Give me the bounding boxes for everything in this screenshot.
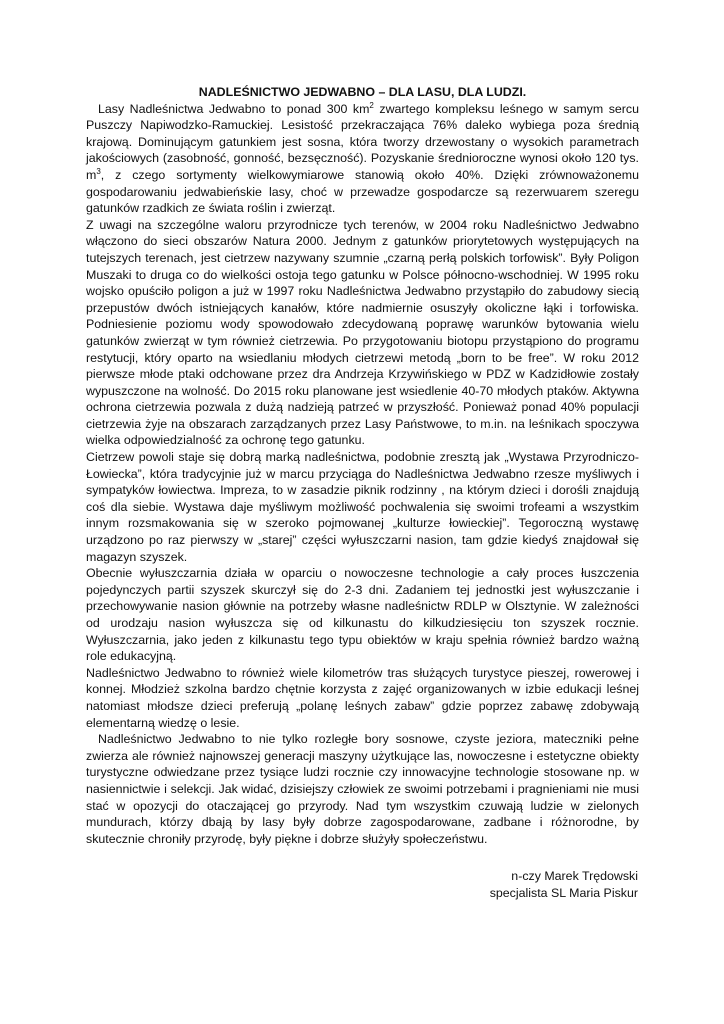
paragraph-3: Cietrzew powoli staje się dobrą marką nadleśnictwa, podobnie zresztą jak „Wystawa Przyrodniczo-Łowiecka”, która tradycyjnie już w marcu przyciąga do Nadleśnictwa Jedwabno rzesze myśliwych i sympatyków łowiectwa. Impreza, to w zasadzie piknik rodzinny , na którym dzieci i dorośli znajdują coś dla siebie. Wystawa daje myśliwym możliwość pochwalenia się swoimi trofeami a wszystkim innym rozsmakowania się w szeroko pojmowanej „kulturze łowieckiej”. Tegoroczną wystawę urządzono po raz pierwszy w „starej” części wyłuszczarni nasion, tam gdzie kiedyś znajdował się magazyn szyszek. [86,450,639,564]
paragraph-5: Nadleśnictwo Jedwabno to również wiele kilometrów tras służących turystyce pieszej, rowerowej i konnej. Młodzież szkolna bardzo chętnie korzysta z zajęć organizowanych w izbie edukacji leśnej natomiast młodsze dzieci preferują „polanę leśnych zabaw” gdzie poprzez zabawę zdobywają elementarną wiedzę o lesie. [86,665,639,730]
document-body [86,84,639,847]
paragraph-6: Nadleśnictwo Jedwabno to nie tylko rozległe bory sosnowe, czyste jeziora, mateczniki pełne zwierza ale również najnowszej generacji maszyny użytkujące las, nowoczesne i estetyczne obiekty turystyczne odwiedzane przez tysiące ludzi rocznie czy innowacyjne technologie stosowane np. w nasiennictwie i selekcji. Jak widać, dzisiejszy człowiek ze swoimi potrzebami i pragnieniami nie musi stać w opozycji do otaczającej go przyrody. Nad tym wszystkim czuwają ludzie w zielonych mundurach, którzy dbają by lasy były dobrze zagospodarowane, zadbane i różnorodne, by skutecznie chroniły przyrodę, były piękne i dobrze służyły społeczeństwu. [86,732,639,846]
document-title: NADLEŚNICTWO JEDWABNO – DLA LASU, DLA LUDZI. [198,85,527,99]
signature-line-1: n-czy Marek Trędowski [511,869,638,883]
p1-text-c: , z czego sortymenty wielkowymiarowe stanowią około 40%. Dzięki zrównoważonemu gospodarowaniu jedwabieńskie lasy, choć w przewadze gospodarcze są rezerwuarem szeregu gatunków rzadkich ze świata roślin i zwierząt. [86,167,639,216]
signature-line-2: specjalista SL Maria Piskur [489,886,638,900]
paragraph-4: Obecnie wyłuszczarnia działa w oparciu o nowoczesne technologie a cały proces łuszczenia pojedynczych partii szyszek skurczył się do 2-3 dni. Zadaniem tej jednostki jest wyłuszczanie i przechowywanie nasion głównie na potrzeby własne nadleśnictw RDLP w Olsztynie. W zależności od urodzaju nasion wyłuszcza się od kilkunastu do kilkudziesięciu ton szyszek rocznie. Wyłuszczarnia, jako jeden z kilkunastu tego typu obiektów w kraju spełnia również bardzo ważną role edukacyjną. [86,566,639,664]
p1-superscript-2: 2 [369,100,374,110]
signature-block [490,868,638,902]
p1-text-b: zwartego kompleksu leśnego w samym sercu Puszczy Napiwodzko-Ramuckiej. Lesistość przekraczająca 76% daleko wybiega poza średnią krajową. Dominującym gatunkiem jest sosna, która tworzy drzewostany o wysokich parametrach jakościowych (zasobność, gonność, bezsęczność). Pozyskanie średnioroczne wynosi około 120 tys. m [86,101,639,182]
p1-text-a: Lasy Nadleśnictwa Jedwabno to ponad 300 km [98,101,370,116]
p1-superscript-3: 3 [96,166,101,176]
paragraph-1 [86,101,639,217]
paragraph-2: Z uwagi na szczególne waloru przyrodnicze tych terenów, w 2004 roku Nadleśnictwo Jedwabno włączono do sieci obszarów Natura 2000. Jednym z gatunków priorytetowych występujących na tutejszych terenach, jest cietrzew nazywany szumnie „czarną perłą polskich torfowisk”. Były Poligon Muszaki to druga co do wielkości ostoja tego gatunku w Polsce północno-wschodniej. W 1995 roku wojsko opuściło poligon a już w 1997 roku Nadleśnictwa Jedwabno przystąpiło do zabudowy siecią przepustów dwóch istniejących kanałów, które nadmiernie osuszyły okoliczne łąki i torfowiska. Podniesienie poziomu wody spowodowało zdecydowaną poprawę warunków bytowania wielu gatunków zwierząt w tym również cietrzewia. Po przygotowaniu biotopu przystąpiono do programu restytucji, który oparto na wsiedlaniu młodych cietrzewi metodą „born to be free”. W roku 2012 pierwsze młode ptaki odchowane przez dra Andrzeja Krzywińskiego w PDZ w Kadzidłowie zostały wypuszczone na wolność. Do 2015 roku planowane jest wsiedlenie 40-70 młodych ptaków. Aktywna ochrona cietrzewia pozwala z dużą nadzieją patrzeć w przyszłość. Ponieważ ponad 40% populacji cietrzewia żyje na obszarach zarządzanych przez Lasy Państwowe, to m.in. na leśnikach spoczywa wielka odpowiedzialność za ochronę tego gatunku. [86,217,639,448]
